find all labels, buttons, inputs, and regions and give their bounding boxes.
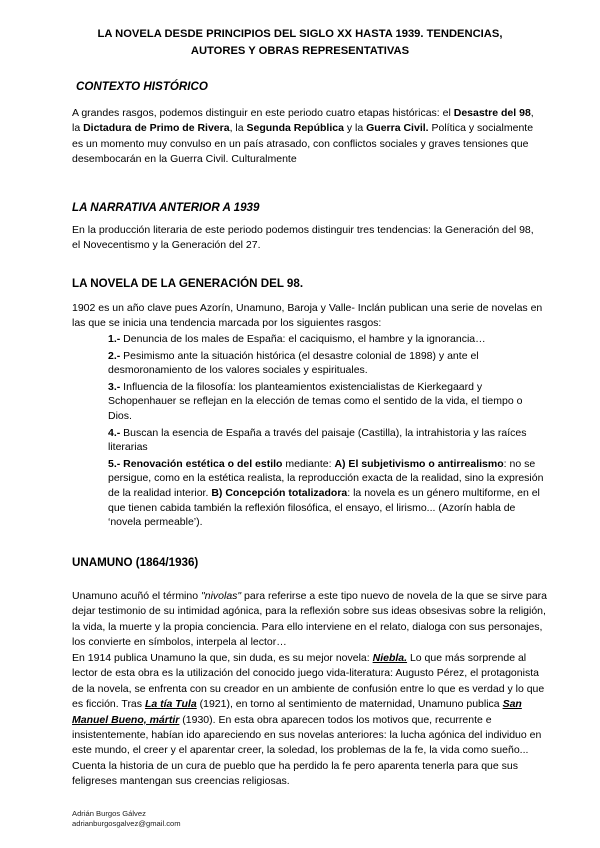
bold-run: A) El subjetivismo o antirrealismo: [334, 457, 504, 470]
heading-contexto: CONTEXTO HISTÓRICO: [76, 80, 208, 93]
footer-author: Adrián Burgos Gálvez: [72, 809, 146, 818]
text-run: mediante:: [282, 457, 335, 470]
bold-run: Dictadura de Primo de Rivera: [83, 122, 230, 135]
item-number: 5.- Renovación estética o del estilo: [108, 457, 283, 470]
list-item: [108, 426, 548, 455]
item-text: Influencia de la filosofía: los planteamientos existencialistas de Kierkegaard y Schopenhauer se reflejan en la elección de temas como el sentido de la vida, el tiempo o Dios.: [108, 380, 523, 422]
text-run: , la: [229, 122, 247, 135]
item-text: Buscan la esencia de España a través del paisaje (Castilla), la intrahistoria y las raíces literarias: [108, 426, 527, 454]
title-line-1: LA NOVELA DESDE PRINCIPIOS DEL SIGLO XX HASTA 1939. TENDENCIAS,: [97, 28, 503, 40]
bold-run: B) Concepción totalizadora: [211, 486, 348, 499]
item-text: Denuncia de los males de España: el caciquismo, el hambre y la ignorancia…: [120, 333, 486, 345]
bold-run: Desastre del 98: [453, 107, 531, 119]
text-run: En 1914 publica Unamuno la que, sin duda, es su mejor novela:: [72, 652, 373, 664]
bold-run: Segunda República: [246, 122, 344, 135]
paragraph-narrativa: En la producción literaria de este periodo podemos distinguir tres tendencias: la Generación del 98, el Novecentismo y la Generación del 27.: [72, 224, 534, 252]
footer-email: adrianburgosgalvez@gmail.com: [72, 819, 181, 828]
item-text: Pesimismo ante la situación histórica (el desastre colonial de 1898) y ante el desmoronamiento de los valores sociales y espirituales.: [108, 349, 479, 377]
page-title: [60, 26, 540, 60]
text-run: Política y socialmente es un momento muy convulso en un país atrasado, con conflictos sociales y graves tensiones que desembocarán en la Guerra Civil. Culturalmente: [72, 122, 534, 166]
list-item: [108, 332, 548, 347]
item-number: 3.-: [108, 380, 121, 393]
heading-unamuno: UNAMUNO (1864/1936): [72, 556, 199, 569]
text-run: y la: [343, 122, 367, 135]
list-item: [108, 380, 548, 424]
text-run: : no se persigue, como en la estética realista, la reproducción exacta de la realidad, sino la expresión de la realidad interior.: [108, 457, 544, 499]
text-run: Lo que más sorprende al lector de esta obra es la utilización del conocido juego vida-literatura: Augusto Pérez, el protagonista de la novela, se enfrenta con su creador en un ambiente de confusión entre lo que es verdad y lo que es ficción. Tras: [72, 652, 545, 711]
item-number: 1.-: [108, 333, 121, 345]
work-title-san-manuel-bueno: San Manuel Bueno, mártir: [72, 698, 522, 726]
work-title-la-tia-tula: La tía Tula: [144, 698, 197, 711]
rasgos-list: [108, 332, 548, 532]
title-line-2: AUTORES Y OBRAS REPRESENTATIVAS: [190, 45, 410, 57]
heading-generacion-98: LA NOVELA DE LA GENERACIÓN DEL 98.: [72, 277, 304, 290]
list-item: [108, 349, 548, 378]
bold-run: Guerra Civil.: [366, 122, 429, 135]
paragraph-contexto: [72, 106, 542, 168]
heading-narrativa: LA NARRATIVA ANTERIOR A 1939: [72, 201, 260, 214]
text-run: : la novela es un género multiforme, en el que tienen cabida también la reflexión filosófica, el ensayo, el lirismo... (Azorín habla de ‘novela permeable’).: [108, 486, 540, 529]
italic-run: "nivolas": [201, 590, 242, 602]
list-item: [108, 457, 548, 530]
text-run: (1930). En esta obra aparecen todos los motivos que, recurrente e insistentemente, habían ido apareciendo en sus novelas anteriores: la lucha agónica del individuo en este mundo, el creer y el aparentar creer, la soledad, los problemas de la fe, la vida como sueño... Cuenta la historia de un cura de pueblo que ha perdido la fe pero aparenta tenerla para que sus feligreses mantengan sus creencias religiosas.: [72, 713, 542, 788]
text-run: A grandes rasgos, podemos distinguir en este periodo cuatro etapas históricas: el: [72, 107, 454, 119]
text-run: (1921), en torno al sentimiento de maternidad, Unamuno publica: [196, 698, 503, 711]
item-number: 4.-: [108, 426, 121, 439]
item-number: 2.-: [108, 349, 121, 362]
text-run: , la: [72, 107, 534, 135]
text-run: para referirse a este tipo nuevo de novela de la que se sirve para dejar testimonio de su intimidad agónica, para la reflexión sobre sus ideas obsesivas sobre la religión, la vida, la muerte y la propia conciencia. Para ello interviene en el relato, dialoga con sus personajes, los convierte en símbolos, interpela al lector…: [72, 590, 547, 649]
text-run: Unamuno acuñó el término: [72, 590, 201, 602]
work-title-niebla: Niebla.: [372, 652, 408, 664]
paragraph-unamuno-2: [72, 651, 550, 790]
page-footer: [72, 809, 181, 829]
paragraph-unamuno-1: [72, 589, 550, 651]
paragraph-generacion-intro: 1902 es un año clave pues Azorín, Unamuno, Baroja y Valle- Inclán publican una serie de novelas en las que se inicia una tendencia marcada por los siguientes rasgos:: [72, 302, 543, 330]
